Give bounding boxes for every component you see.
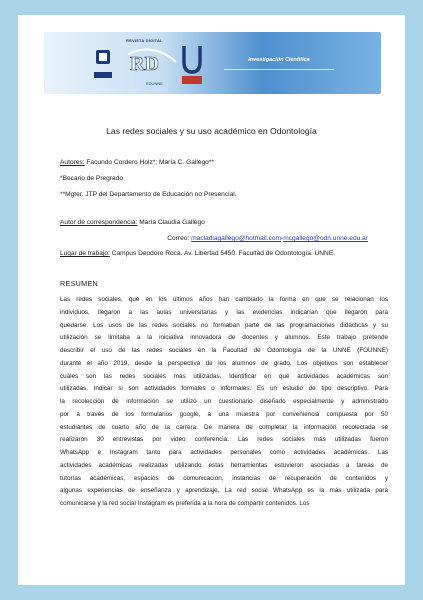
workplace-line [60, 250, 335, 258]
abstract-line: cuáles son las redes sociales más utilizadas. Identificar en qué actividades académicas son [60, 372, 388, 380]
abstract-line: comunicarse y la red social Instagram es preferida a la hora de compartir contenidos. Los [60, 500, 310, 507]
abstract-line: utilizadas. Indicar si son actividades formales o informales. Es un estudio de tipo descriptivo. Para [60, 385, 388, 393]
email-line [167, 235, 368, 243]
abstract-line: durante el año 2019, desde la perspectiva de los alumnos de grado. Los objetivos son establecer [60, 359, 388, 367]
journal-logo-graphic [84, 36, 204, 90]
email-separator: - [281, 235, 284, 242]
section-divider [224, 69, 334, 70]
svg-text:RD: RD [130, 53, 159, 75]
abstract-line: actividades académicas realizadas utilizando estas herramientas estuvieron asociadas a tareas de [60, 461, 388, 469]
workplace-text: Campus Deodoro Roca. Av. Libertad 5450. Facultad de Odontología. UNNE. [111, 250, 336, 257]
abstract-body [60, 294, 388, 511]
abstract-line: utilización se limitaba a la iniciativa innovadora de docentes y alumnos. Este trabajo pretende [60, 334, 388, 342]
abstract-line: quedarse. Los usos de las redes sociales no formaban parte de las programaciones didácticas y su [60, 321, 388, 329]
author-note-2: **Mgter. JTP del Departamento de Educación no Presencial. [60, 191, 237, 198]
correspondence-name: María Claudia Gallego [139, 219, 205, 226]
article-title: Las redes sociales y su uso académico en Odontología [106, 126, 317, 136]
section-label: Investigación Científica [248, 57, 310, 63]
abstract-line: WhatsApp e Instagram tanto para actividades personales como actividades académicas. Las [60, 449, 388, 456]
journal-logo-subtext: EDUNNE [146, 81, 163, 86]
abstract-line: tutorías académicas, espacios de comunicación, instancias de recuperación de contenidos y [60, 474, 388, 482]
authors-label: Autores: [60, 159, 85, 166]
document-page [18, 15, 405, 585]
abstract-heading: RESUMEN [60, 279, 99, 288]
workplace-label: Lugar de trabajo: [60, 250, 110, 257]
email-link-1[interactable]: macladiagallego@hotmail.com [191, 235, 282, 242]
authors-names: Facundo Cordero Holz*; María C. Gallego** [86, 159, 214, 166]
journal-banner [44, 32, 381, 94]
author-note-1: *Becario de Pregrado [60, 175, 124, 182]
correspondence-label: Autor de correspondencia: [60, 219, 138, 226]
journal-logo-text: REVISTA DIGITAL [126, 38, 163, 43]
abstract-line: realizaron 30 entrevistas por video conferencia. Las redes sociales más utilizadas fueron [60, 436, 388, 444]
correspondence-line [60, 219, 205, 227]
abstract-line: individuos, llegaron a las aulas universitarias y las evidencias indicarían que llegaron para [60, 308, 388, 316]
abstract-line: Las redes sociales, que en los últimos años han cambiado la forma en que se relacionan los [60, 296, 388, 303]
email-link-2[interactable]: mcgallego@odn.unne.edu.ar [283, 235, 368, 242]
abstract-line: algunas experiencias de enseñanza y aprendizaje. La red social WhatsApp es la más utilizada para [60, 487, 388, 495]
journal-logo [84, 36, 204, 90]
abstract-line: estudiantes de cuarto año de la carrera. De manera de completar la información recolectada se [60, 423, 388, 431]
email-label: Correo: [167, 235, 190, 242]
authors-line [60, 159, 214, 167]
abstract-line: describir el uso de las redes sociales en la Facultad de Odontología de la UNNE (FOUNNE) [60, 347, 388, 354]
abstract-line: por a través de los formularios google, a una muestra por conveniencia compuesta por 50 [60, 410, 388, 418]
abstract-line: la recolección de información se utilizó un cuestionario diseñado especialmente y administrado [60, 398, 388, 405]
